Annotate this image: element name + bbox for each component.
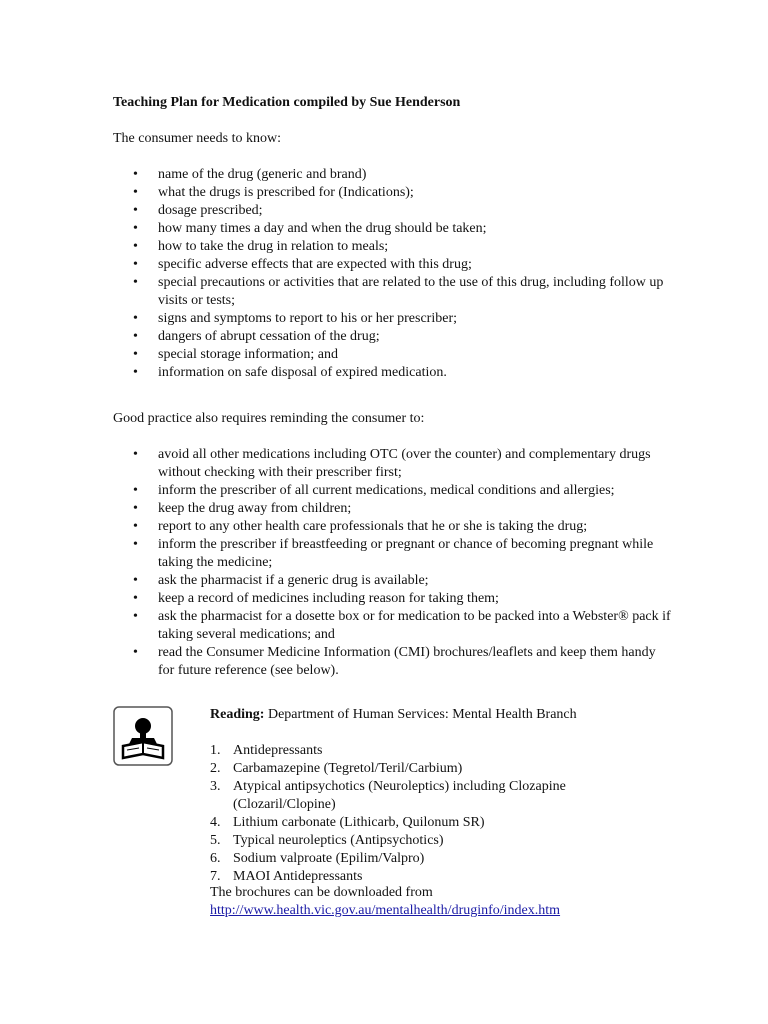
list-item: • inform the prescriber of all current medications, medical conditions and allergies; <box>113 482 673 500</box>
item-text: Sodium valproate (Epilim/Valpro) <box>233 851 425 866</box>
list-item: • inform the prescriber if breastfeeding or pregnant or chance of becoming pregnant while taking the medicine; <box>113 536 673 572</box>
list-item: • ask the pharmacist if a generic drug is available; <box>113 572 673 590</box>
reading-label: Reading: <box>210 707 265 722</box>
list-item: • signs and symptoms to report to his or her prescriber; <box>113 310 673 328</box>
list-item <box>210 742 650 760</box>
list-item: • specific adverse effects that are expected with this drug; <box>113 256 673 274</box>
item-number: 1. <box>210 743 221 758</box>
list-item: • information on safe disposal of expired medication. <box>113 364 673 382</box>
list-item: • how to take the drug in relation to meals; <box>113 238 673 256</box>
item-text: MAOI Antidepressants <box>233 869 363 884</box>
good-practice-intro: Good practice also requires reminding the consumer to: <box>113 411 425 426</box>
list-item: • special precautions or activities that are related to the use of this drug, including follow up visits or tests; <box>113 274 673 310</box>
document-title: Teaching Plan for Medication compiled by Sue Henderson <box>113 95 461 110</box>
item-text: Typical neuroleptics (Antipsychotics) <box>233 833 444 848</box>
list-item: • keep the drug away from children; <box>113 500 673 518</box>
list-item: • avoid all other medications including OTC (over the counter) and complementary drugs without checking with their prescriber first; <box>113 446 673 482</box>
brochures-link[interactable]: http://www.health.vic.gov.au/mentalhealth/druginfo/index.htm <box>210 903 561 918</box>
list-item: • special storage information; and <box>113 346 673 364</box>
list-item: • dosage prescribed; <box>113 202 673 220</box>
reading-source: Department of Human Services: Mental Health Branch <box>267 707 577 722</box>
download-text: The brochures can be downloaded from <box>210 885 433 900</box>
item-number: 2. <box>210 761 221 776</box>
list-item <box>210 814 650 832</box>
reader-with-book-icon <box>113 706 173 766</box>
item-number: 7. <box>210 869 221 884</box>
item-number: 6. <box>210 851 221 866</box>
list-item <box>210 832 650 850</box>
list-item: • dangers of abrupt cessation of the drug; <box>113 328 673 346</box>
list-item <box>210 760 650 778</box>
item-number: 5. <box>210 833 221 848</box>
list-item <box>210 778 650 814</box>
item-text: Antidepressants <box>233 743 323 758</box>
list-item: • report to any other health care professionals that he or she is taking the drug; <box>113 518 673 536</box>
list-item <box>210 850 650 868</box>
list-item: • what the drugs is prescribed for (Indications); <box>113 184 673 202</box>
item-text: Atypical antipsychotics (Neuroleptics) including Clozapine (Clozaril/Clopine) <box>233 779 566 812</box>
list-item: • ask the pharmacist for a dosette box or for medication to be packed into a Webster® pack if taking several medications; and <box>113 608 673 644</box>
item-number: 3. <box>210 779 221 794</box>
intro-text: The consumer needs to know: <box>113 131 281 146</box>
list-item: • read the Consumer Medicine Information (CMI) brochures/leaflets and keep them handy for future reference (see below). <box>113 644 673 680</box>
consumer-needs-list <box>113 166 673 382</box>
reading-heading <box>210 706 577 724</box>
good-practice-list <box>113 446 673 680</box>
list-item: • keep a record of medicines including reason for taking them; <box>113 590 673 608</box>
list-item: • how many times a day and when the drug should be taken; <box>113 220 673 238</box>
list-item: • name of the drug (generic and brand) <box>113 166 673 184</box>
reading-list <box>210 742 650 886</box>
item-number: 4. <box>210 815 221 830</box>
item-text: Lithium carbonate (Lithicarb, Quilonum SR) <box>233 815 485 830</box>
item-text: Carbamazepine (Tegretol/Teril/Carbium) <box>233 761 463 776</box>
